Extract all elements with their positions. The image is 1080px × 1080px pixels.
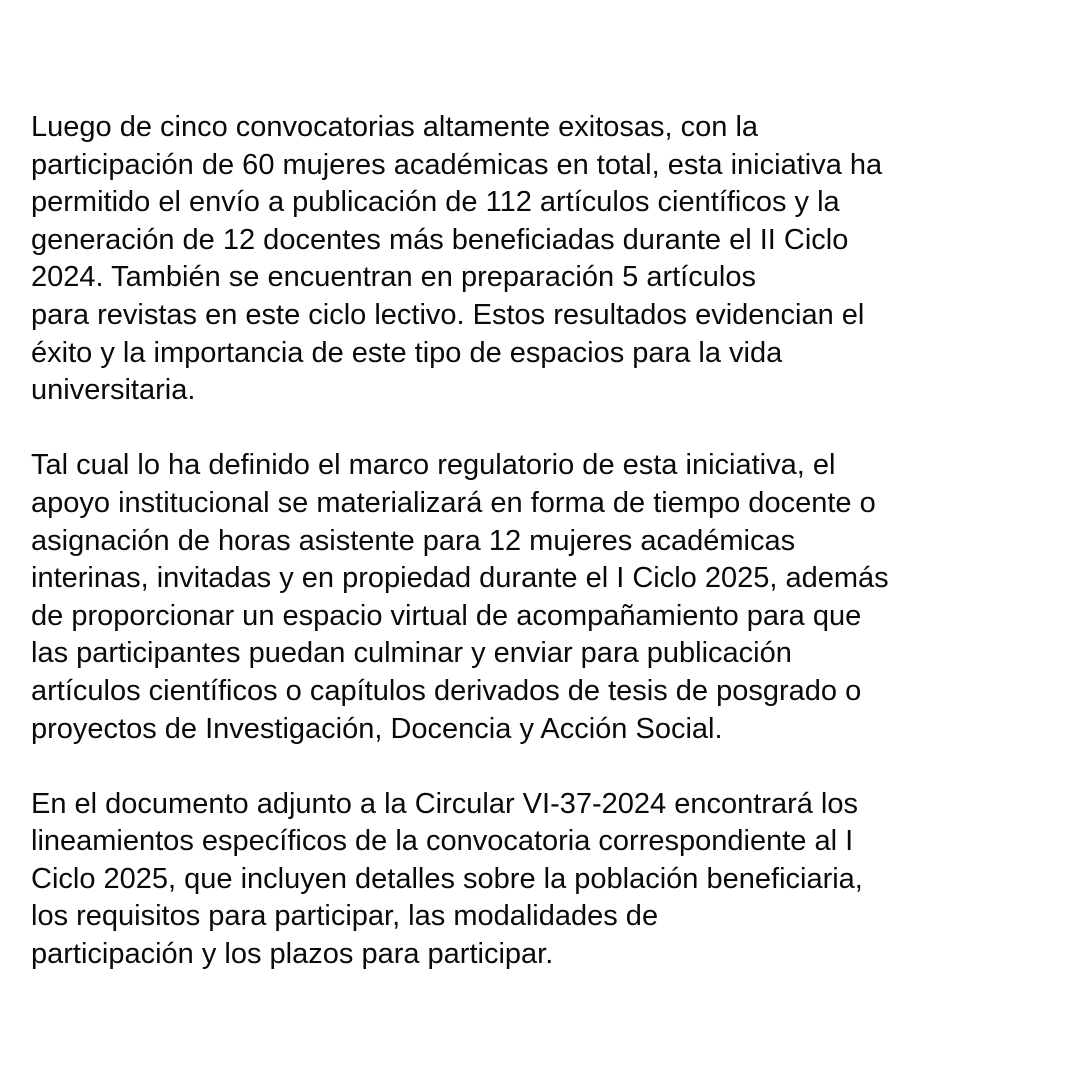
text-line: de proporcionar un espacio virtual de acompañamiento para que (31, 599, 862, 632)
text-line: generación de 12 docentes más beneficiadas durante el II Ciclo (31, 223, 849, 256)
paragraph-results (31, 109, 1071, 410)
text-line: los requisitos para participar, las modalidades de (31, 900, 659, 933)
text-line: apoyo institucional se materializará en forma de tiempo docente o (31, 486, 876, 519)
text-line: interinas, invitadas y en propiedad durante el I Ciclo 2025, además (31, 562, 889, 595)
text-line: éxito y la importancia de este tipo de espacios para la vida (31, 336, 783, 369)
text-line: permitido el envío a publicación de 112 artículos científicos y la (31, 186, 840, 219)
text-line: participación y los plazos para participar. (31, 938, 554, 971)
text-line: En el documento adjunto a la Circular VI-37-2024 encontrará los (31, 787, 858, 820)
text-line: para revistas en este ciclo lectivo. Estos resultados evidencian el (31, 298, 865, 331)
text-line: Ciclo 2025, que incluyen detalles sobre la población beneficiaria, (31, 862, 863, 895)
paragraph-guidelines (31, 786, 1071, 974)
text-line: Tal cual lo ha definido el marco regulatorio de esta iniciativa, el (31, 449, 836, 482)
text-line: participación de 60 mujeres académicas en total, esta iniciativa ha (31, 148, 883, 181)
text-line: las participantes puedan culminar y enviar para publicación (31, 637, 792, 670)
text-line: artículos científicos o capítulos derivados de tesis de posgrado o (31, 674, 862, 707)
document-body (31, 109, 1071, 974)
paragraph-institutional-support (31, 447, 1071, 748)
text-line: 2024. También se encuentran en preparación 5 artículos (31, 261, 756, 294)
text-line: proyectos de Investigación, Docencia y Acción Social. (31, 712, 723, 745)
text-line: asignación de horas asistente para 12 mujeres académicas (31, 524, 796, 557)
text-line: Luego de cinco convocatorias altamente exitosas, con la (31, 111, 759, 143)
text-line: lineamientos específicos de la convocatoria correspondiente al I (31, 825, 854, 858)
text-line: universitaria. (31, 374, 196, 407)
